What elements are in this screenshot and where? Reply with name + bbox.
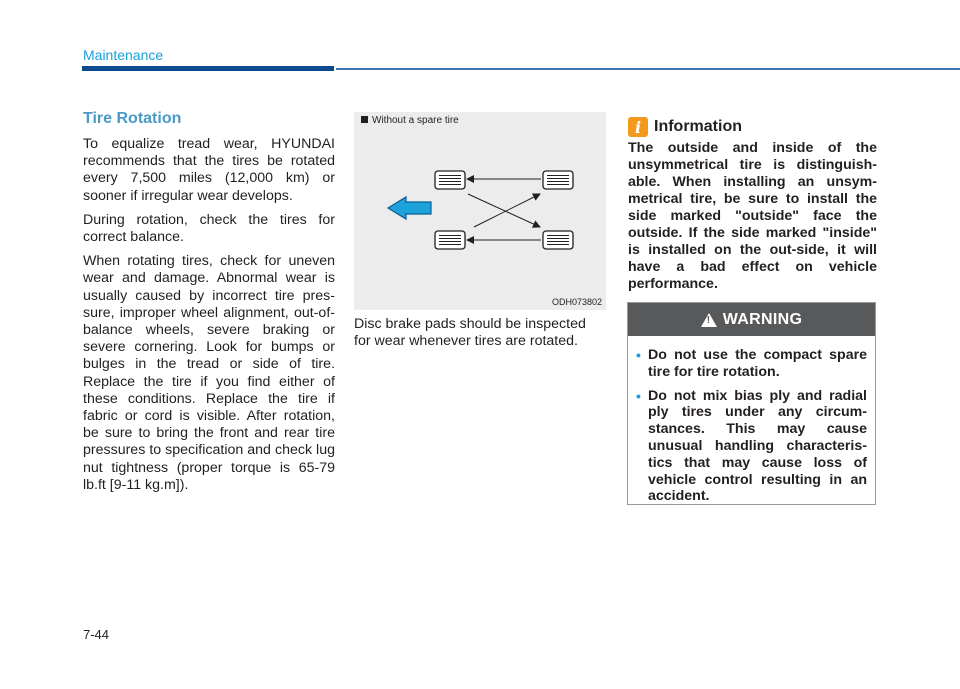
tire-icon-front-right	[543, 171, 573, 189]
information-header	[628, 116, 742, 138]
tire-rotation-figure	[354, 112, 606, 310]
tire-icon-rear-left	[435, 231, 465, 249]
paragraph-inspection: When rotating tires, check for uneven wear and damage. Abnormal wear is usually caused by incorrect tire pres-sure, improper wheel alignment, out-of-balance wheels, severe braking or severe cornering. Look for bumps or bulges in the tread or side of tire. Replace the tire if you find either of these conditions. Replace the tire if fabric or cord is visible. After rotation, be sure to bring the front and rear tire pressures to specification and check lug nut tightness (proper torque is 65-79 lb.ft [9-11 kg.m]).	[83, 253, 335, 493]
warning-item-text: Do not use the compact spare tire for tire rotation.	[648, 347, 867, 380]
header-rule-dark	[82, 66, 334, 71]
header-rule-light	[336, 68, 960, 70]
warning-box	[627, 302, 876, 505]
figure-code: ODH073802	[551, 297, 602, 307]
paragraph-balance: During rotation, check the tires for correct balance.	[83, 211, 335, 246]
tire-icon-rear-right	[543, 231, 573, 249]
brake-pad-note: Disc brake pads should be inspected for wear whenever tires are rotated.	[354, 316, 586, 350]
information-text: The outside and inside of the unsymmetrical tire is distinguish-able. When installing an unsym-metrical tire, be sure to install the side marked "outside" face the outside. If the side marked "inside" is installed on the out-side, it will have a bad effect on vehicle performance.	[628, 140, 877, 292]
info-icon: i	[628, 117, 648, 137]
warning-item	[636, 387, 867, 506]
warning-title: WARNING	[722, 310, 803, 328]
tire-rotation-heading: Tire Rotation	[83, 110, 182, 127]
page-number: 7-44	[83, 627, 110, 642]
warning-item	[636, 347, 867, 381]
warning-header	[628, 303, 875, 336]
bullet-icon: •	[636, 347, 641, 363]
tire-rotation-section	[83, 110, 335, 501]
rotation-diagram	[354, 112, 606, 310]
tire-icon-front-left	[435, 171, 465, 189]
bullet-icon: •	[636, 387, 641, 404]
warning-item-text: Do not mix bias ply and radial ply tires under any circum-stances. This may cause unusual handling characteris-tics that may cause loss of vehicle control resulting in an accident.	[648, 387, 867, 505]
arrow-left-icon	[388, 197, 431, 219]
warning-list	[628, 336, 875, 505]
information-title: Information	[654, 118, 742, 135]
section-title: Maintenance	[83, 47, 164, 63]
warning-triangle-icon: !	[701, 313, 717, 327]
paragraph-intro: To equalize tread wear, HYUNDAI recommends that the tires be rotated every 7,500 miles (12,000 km) or sooner if irregular wear develops.	[83, 136, 335, 204]
figure-caption-text: Without a spare tire	[372, 115, 459, 126]
